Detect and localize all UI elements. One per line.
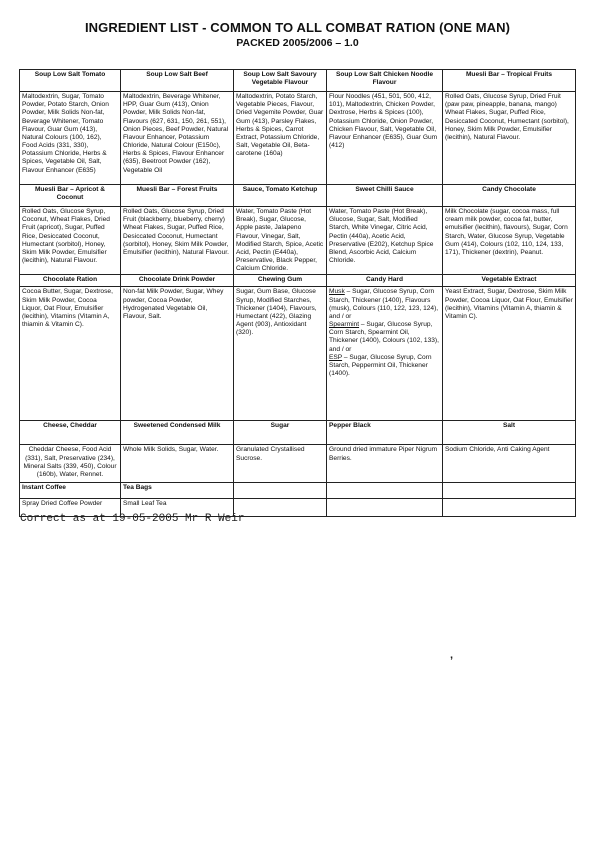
ingredients-cell: Sugar, Gum Base, Glucose Syrup, Modified Starches, Thickener (1404), Flavours, Humectant (422), Glazing Agent (903), Antioxidant (320).	[234, 287, 327, 421]
ingredients-row-3	[20, 287, 576, 421]
candy-variant-spearmint	[329, 321, 440, 354]
header-cell: Muesli Bar – Tropical Fruits	[443, 70, 576, 92]
header-cell: Soup Low Salt Beef	[121, 70, 234, 92]
header-cell: Muesli Bar – Apricot & Coconut	[20, 185, 121, 207]
header-cell: Sauce, Tomato Ketchup	[234, 185, 327, 207]
document-subtitle: PACKED 2005/2006 – 1.0	[236, 37, 359, 49]
header-cell: Sugar	[234, 421, 327, 445]
ingredients-cell: Milk Chocolate (sugar, cocoa mass, full cream milk powder, cocoa fat, butter, emulsifier (lecithin), flavours), Sugar, Corn Starch, Water, Glucose Syrup, Vegetable Gum (414), Colours (102, 110, 124, 133, 171), Thickener (dextrin), Peanut.	[443, 207, 576, 275]
header-row-4	[20, 421, 576, 445]
ingredients-cell: Small Leaf Tea	[121, 499, 234, 517]
ingredients-cell: Cheddar Cheese, Food Acid (331), Salt, Preservative (234), Mineral Salts (339, 450), Colour (160b), Water, Rennet.	[20, 445, 121, 483]
variant-text: – Sugar, Glucose Syrup, Corn Starch, Thickener (1400), Flavours (musk), Colours (110, 122, 123, 124), and / or	[329, 288, 439, 320]
ingredients-cell: Water, Tomato Paste (Hot Break), Sugar, Glucose, Apple paste, Jalapeno Flavour, Vinegar, Salt, Modified Starch, Spice, Acetic Acid, Pectin (E440a), Preservative, Black Pepper, Calcium Chloride.	[234, 207, 327, 275]
candy-variant-esp	[329, 354, 440, 379]
header-cell: Candy Chocolate	[443, 185, 576, 207]
header-cell: Candy Hard	[327, 275, 443, 287]
variant-label: ESP	[329, 353, 343, 361]
empty-cell	[327, 483, 443, 499]
header-cell: Pepper Black	[327, 421, 443, 445]
candy-hard-cell	[327, 287, 443, 421]
ingredients-cell: Rolled Oats, Glucose Syrup, Dried Fruit (paw paw, pineapple, banana, mango) Wheat Flakes, Sugar, Puffed Rice, Desiccated Coconut, Humectant (sorbitol), Honey, Skim Milk Powder, Emulsifier (lecithin), Natural Flavour.	[443, 92, 576, 185]
ingredients-cell: Cocoa Butter, Sugar, Dextrose, Skim Milk Powder, Cocoa Liquor, Oat Flour, Emulsifier (lecithin), Vitamins (Vitamin A, thiamin & Vitamin C).	[20, 287, 121, 421]
ingredients-cell: Non-fat Milk Powder, Sugar, Whey powder, Cocoa Powder, Hydrogenated Vegetable Oil, Flavour, Salt.	[121, 287, 234, 421]
ingredients-cell: Rolled Oats, Glucose Syrup, Coconut, Wheat Flakes, Dried Fruit (apricot), Sugar, Puffed Rice, Desiccated Coconut, Humectant (sorbitol), Honey, Skim Milk Powder, Emulsifier (lecithin), Natural Flavour.	[20, 207, 121, 275]
empty-cell	[234, 483, 327, 499]
candy-variant-musk	[329, 288, 440, 321]
ingredients-cell: Flour Noodles (451, 501, 500, 412, 101), Maltodextrin, Chicken Powder, Dextrose, Herbs & Spices (100), Potassium Chloride, Onion Powder, Chicken Flavour, Salt, Vegetable Oil, Flavour Enhancer (E635), Guar Gum (412)	[327, 92, 443, 185]
ingredients-cell: Yeast Extract, Sugar, Dextrose, Skim Milk Powder, Cocoa Liquor, Oat Flour, Emulsifier (lecithin), Vitamins (Vitamin A, thiamin & Vitamin C).	[443, 287, 576, 421]
stray-mark: ’	[450, 655, 454, 667]
header-cell: Muesli Bar – Forest Fruits	[121, 185, 234, 207]
header-cell: Chewing Gum	[234, 275, 327, 287]
ingredients-row-1	[20, 92, 576, 185]
header-row-1	[20, 70, 576, 92]
header-cell: Vegetable Extract	[443, 275, 576, 287]
ingredients-cell: Maltodextrin, Potato Starch, Vegetable Pieces, Flavour, Dried Vegemite Powder, Guar Gum (413), Parsley Flakes, Herbs & Spices, Carrot Extract, Potassium Chloride, Salt, Vegetable Oil, Beta-carotene (160a)	[234, 92, 327, 185]
ingredients-cell: Sodium Chloride, Anti Caking Agent	[443, 445, 576, 483]
header-cell: Chocolate Ration	[20, 275, 121, 287]
empty-cell	[327, 499, 443, 517]
ingredients-row-4	[20, 445, 576, 483]
ingredients-cell: Spray Dried Coffee Powder	[20, 499, 121, 517]
empty-cell	[443, 499, 576, 517]
variant-text: – Sugar, Glucose Syrup, Corn Starch, Spearmint Oil, Thickener (1400), Colours (102, 133), and / or	[329, 321, 439, 353]
ingredients-cell: Granulated Crystallised Sucrose.	[234, 445, 327, 483]
header-cell: Soup Low Salt Tomato	[20, 70, 121, 92]
header-row-2	[20, 185, 576, 207]
empty-cell	[443, 483, 576, 499]
header-cell: Soup Low Salt Chicken Noodle Flavour	[327, 70, 443, 92]
ingredients-cell: Rolled Oats, Glucose Syrup, Dried Fruit (blackberry, blueberry, cherry) Wheat Flakes, Sugar, Puffed Rice, Desiccated Coconut, Humectant (sorbitol), Honey, Skim Milk Powder, Emulsifier (lecithin), Natural Flavour.	[121, 207, 234, 275]
variant-label: Spearmint	[329, 321, 360, 329]
ingredients-row-2	[20, 207, 576, 275]
header-cell: Tea Bags	[121, 483, 234, 499]
header-cell: Salt	[443, 421, 576, 445]
header-cell: Soup Low Salt Savoury Vegetable Flavour	[234, 70, 327, 92]
empty-cell	[234, 499, 327, 517]
header-cell: Instant Coffee	[20, 483, 121, 499]
ingredients-cell: Maltodextrin, Beverage Whitener, HPP, Guar Gum (413), Onion Powder, Milk Solids Non-fat, Flavours (627, 631, 150, 261, 551), Onion Pieces, Beef Powder, Natural Flavour Enhancer, Potassium Chloride, Natural Colour (E150c), Herbs & Spices, Flavour Enhancer (635), Beetroot Powder (162), Vegetable Oil	[121, 92, 234, 185]
ingredients-cell: Whole Milk Solids, Sugar, Water.	[121, 445, 234, 483]
document-title: INGREDIENT LIST - COMMON TO ALL COMBAT RATION (ONE MAN)	[84, 20, 511, 35]
header-cell: Sweet Chilli Sauce	[327, 185, 443, 207]
header-cell: Sweetened Condensed Milk	[121, 421, 234, 445]
header-cell: Cheese, Cheddar	[20, 421, 121, 445]
ingredients-cell: Ground dried immature Piper Nigrum Berries.	[327, 445, 443, 483]
ingredients-cell: Water, Tomato Paste (Hot Break), Glucose, Sugar, Salt, Modified Starch, White Vinegar, Citric Acid, Pectin (440a), Acetic Acid, Preservative (E202), Ketchup Spice Blend, Ascorbic Acid, Calcium Chloride.	[327, 207, 443, 275]
variant-label: Musk	[329, 288, 345, 296]
ingredients-cell: Maltodextrin, Sugar, Tomato Powder, Potato Starch, Onion Powder, Milk Solids Non-fat, Beverage Whitener, Tomato Flavour, Guar Gum (413), Natural Colours (100, 162), Food Acids (331, 330), Potassium Chloride, Herbs & Spices, Vegetable Oil, Salt, Flavour Enhancer (E635)	[20, 92, 121, 185]
header-cell: Chocolate Drink Powder	[121, 275, 234, 287]
header-row-3	[20, 275, 576, 287]
ingredient-table	[19, 69, 576, 517]
variant-text: – Sugar, Glucose Syrup, Corn Starch, Peppermint Oil, Thickener (1400).	[329, 353, 432, 378]
footer-note: Correct as at 19-05-2005 Mr R Weir	[20, 513, 245, 525]
header-row-5	[20, 483, 576, 499]
